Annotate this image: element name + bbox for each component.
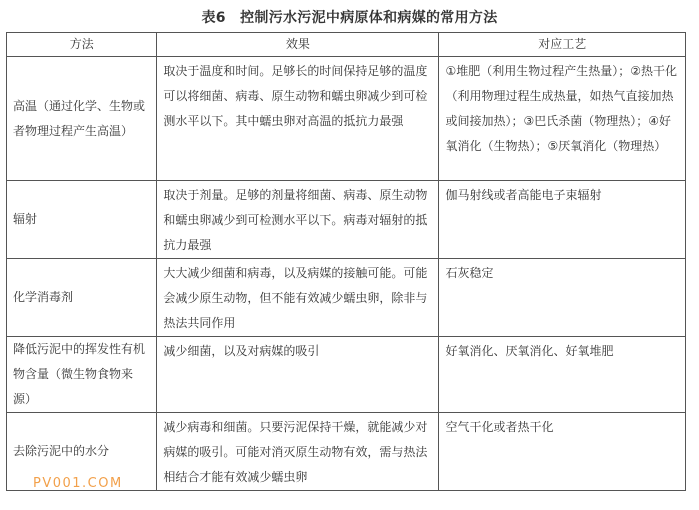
process-cell: 好氧消化、厌氧消化、好氧堆肥 bbox=[439, 337, 686, 413]
table-row bbox=[7, 57, 686, 181]
effect-cell: 取决于温度和时间。足够长的时间保持足够的温度可以将细菌、病毒、原生动物和蠕虫卵减少到可检测水平以下。其中蠕虫卵对高温的抵抗力最强 bbox=[157, 57, 439, 181]
effect-cell: 减少病毒和细菌。只要污泥保持干燥，就能减少对病媒的吸引。可能对消灭原生动物有效，需与热法相结合才能有效减少蠕虫卵 bbox=[157, 413, 439, 491]
method-cell: 去除污泥中的水分 bbox=[7, 413, 157, 491]
process-cell: 空气干化或者热干化 bbox=[439, 413, 686, 491]
effect-cell: 大大减少细菌和病毒，以及病媒的接触可能。可能会减少原生动物，但不能有效减少蠕虫卵，除非与热法共同作用 bbox=[157, 259, 439, 337]
method-cell: 化学消毒剂 bbox=[7, 259, 157, 337]
table-title: 表6 控制污水污泥中病原体和病媒的常用方法 bbox=[201, 10, 498, 26]
process-cell: 伽马射线或者高能电子束辐射 bbox=[439, 181, 686, 259]
method-cell: 高温（通过化学、生物或者物理过程产生高温） bbox=[7, 57, 157, 181]
process-cell: ①堆肥（利用生物过程产生热量）；②热干化（利用物理过程生成热量，如热气直接加热或间接加热）；③巴氏杀菌（物理热）；④好氧消化（生物热）；⑤厌氧消化（物理热） bbox=[439, 57, 686, 181]
pathogen-control-table bbox=[6, 32, 686, 491]
process-cell: 石灰稳定 bbox=[439, 259, 686, 337]
effect-cell: 取决于剂量。足够的剂量将细菌、病毒、原生动物和蠕虫卵减少到可检测水平以下。病毒对辐射的抵抗力最强 bbox=[157, 181, 439, 259]
effect-cell: 减少细菌，以及对病媒的吸引 bbox=[157, 337, 439, 413]
method-cell: 降低污泥中的挥发性有机物含量（微生物食物来源） bbox=[7, 337, 157, 413]
table-row bbox=[7, 181, 686, 259]
table-header-row bbox=[7, 33, 686, 57]
table-row bbox=[7, 259, 686, 337]
header-method: 方法 bbox=[7, 33, 157, 57]
watermark-text: PV001.COM bbox=[33, 476, 123, 491]
header-process: 对应工艺 bbox=[439, 33, 686, 57]
table-row bbox=[7, 337, 686, 413]
header-effect: 效果 bbox=[157, 33, 439, 57]
method-cell: 辐射 bbox=[7, 181, 157, 259]
